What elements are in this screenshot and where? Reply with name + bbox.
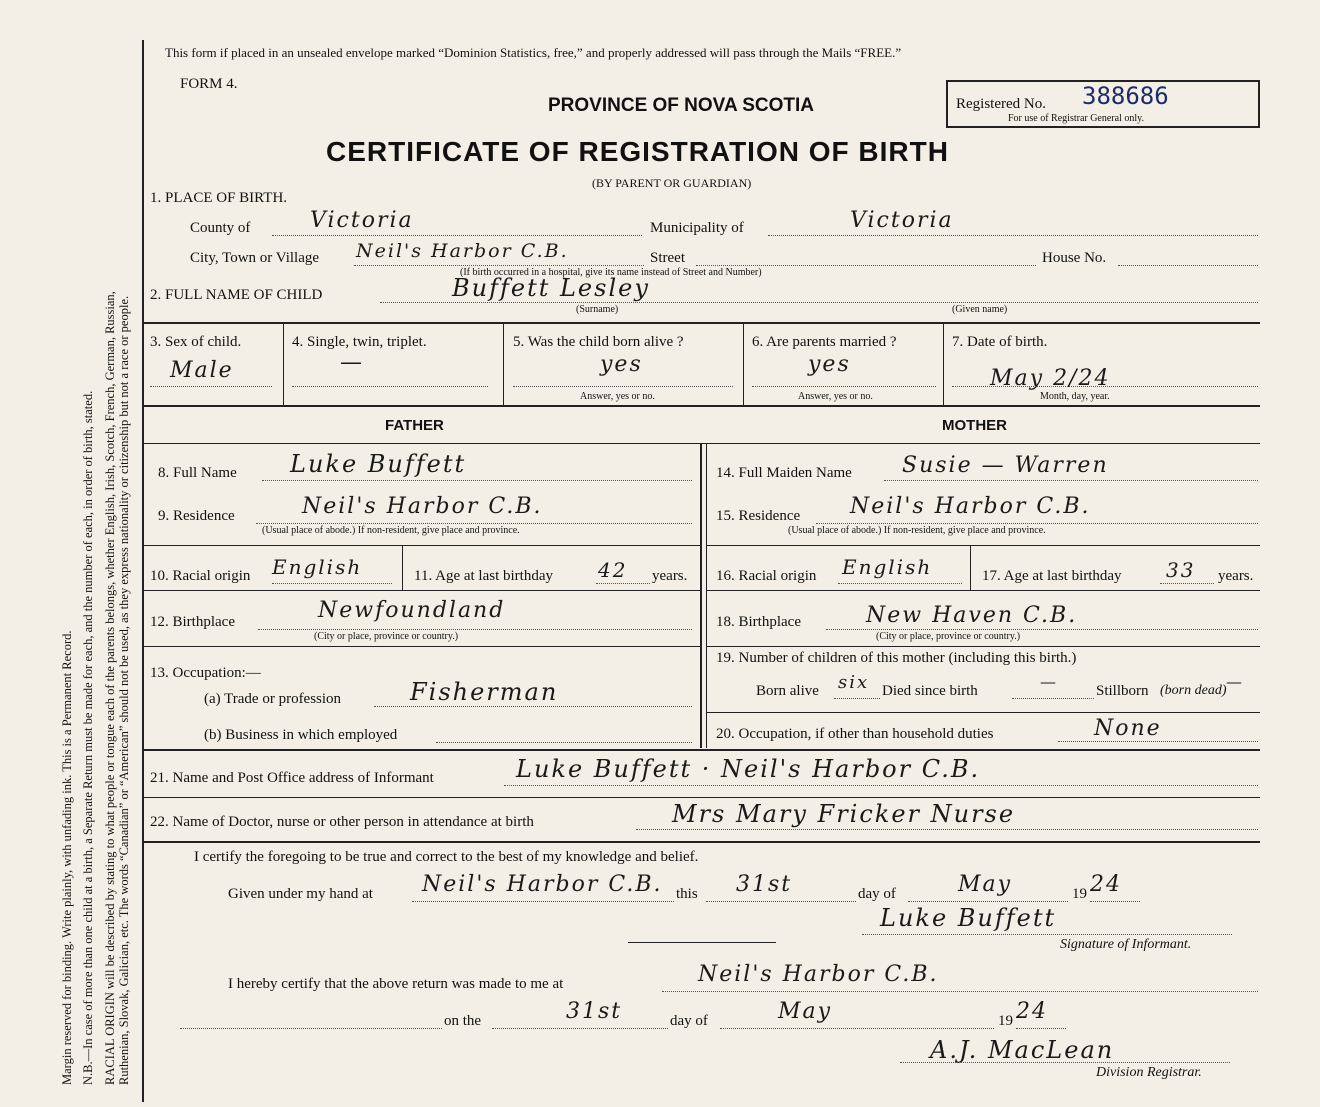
margin-note-3: RACIAL ORIGIN will be described by stating to what people or tongue each of the parents belongs, whether English, Irish, Scotch, French, German, Russian, (103, 291, 117, 1085)
margin-note-2: N.B.—In case of more than one child at a birth, a Separate Return must be made for each, and the number of each, in order of birth, stated. (81, 390, 95, 1085)
stillborn-label: Stillborn (1096, 683, 1149, 699)
mother-occupation-line (1058, 741, 1258, 742)
rule-father-birthplace-top (142, 590, 700, 591)
mother-age-label: 17. Age at last birthday (982, 568, 1122, 584)
father-name-label: 8. Full Name (158, 465, 237, 481)
registrar-place-line (662, 991, 1258, 992)
given-month-value: May (958, 872, 1013, 897)
form-number: FORM 4. (180, 76, 238, 92)
margin-note-1: Margin reserved for binding. Write plainly, with unfading ink. This is a Permanent Record. (60, 630, 74, 1085)
city-label: City, Town or Village (190, 250, 320, 266)
informant-signature-label: Signature of Informant. (1060, 937, 1192, 952)
father-birthplace-label: 12. Birthplace (150, 614, 235, 630)
mother-name-value: Susie — Warren (902, 453, 1109, 478)
born-alive-note: Answer, yes or no. (580, 391, 655, 402)
hospital-note: (If birth occurred in a hospital, give its name instead of Street and Number) (460, 267, 762, 278)
mother-age-line (1160, 583, 1214, 584)
father-age-value: 42 (598, 558, 628, 582)
place-heading: 1. PLACE OF BIRTH. (150, 190, 288, 206)
mother-racial-value: English (842, 555, 933, 579)
doctor-value: Mrs Mary Fricker Nurse (672, 800, 1016, 828)
father-name-line (262, 480, 692, 481)
mother-abode-note: (Usual place of abode.) If non-resident, give place and province. (788, 525, 1046, 536)
rule-row3-div4 (943, 323, 944, 405)
rule-row3-div3 (743, 323, 744, 405)
rule-row3-top (142, 322, 1260, 324)
house-label: House No. (1042, 250, 1107, 266)
born-alive-count-label: Born alive (756, 683, 819, 699)
mother-birthplace-label: 18. Birthplace (716, 614, 801, 630)
mother-occupation-label: 20. Occupation, if other than household duties (716, 726, 994, 742)
registrar-place-value: Neil's Harbor C.B. (698, 962, 939, 987)
registrar-on-label: on the (444, 1013, 482, 1029)
father-birthplace-note: (City or place, province or country.) (314, 631, 459, 642)
mother-residence-line (816, 523, 1258, 524)
rule-short-divider (628, 942, 776, 943)
died-label: Died since birth (882, 683, 978, 699)
child-name-label: 2. FULL NAME OF CHILD (150, 287, 323, 303)
registrar-note: For use of Registrar General only. (1008, 113, 1144, 124)
registered-number-value: 388686 (1082, 82, 1169, 110)
sex-value: Male (170, 358, 234, 383)
rule-mother-children-top (706, 646, 1260, 647)
rule-father-racial-div (402, 546, 403, 590)
given-year-value: 24 (1090, 872, 1122, 897)
rule-father-racial-top (142, 545, 700, 546)
mother-birthplace-note: (City or place, province or country.) (876, 631, 1021, 642)
died-value: — (1040, 672, 1058, 691)
multiple-birth-label: 4. Single, twin, triplet. (292, 334, 427, 350)
dob-value: May 2/24 (990, 366, 1111, 391)
rule-row3-div2 (503, 323, 504, 405)
born-alive-count-line (834, 698, 880, 699)
registrar-year-prefix: 19 (998, 1013, 1013, 1029)
father-abode-note: (Usual place of abode.) If non-resident, give place and province. (262, 525, 520, 536)
born-alive-value: yes (600, 352, 643, 377)
father-birthplace-value: Newfoundland (318, 598, 506, 623)
doctor-label: 22. Name of Doctor, nurse or other person in attendance at birth (150, 814, 534, 830)
registrar-day-value: 31st (566, 999, 623, 1024)
father-business-label: (b) Business in which employed (204, 727, 398, 743)
rule-mother-racial-top (706, 545, 1260, 546)
mother-children-label: 19. Number of children of this mother (including this birth.) (716, 650, 1077, 666)
given-under-label: Given under my hand at (228, 886, 373, 902)
margin-note-4: Ruthenian, Slovak, Galician, etc. The words “Canadian” or “American” should not be used, as they express nationality or citizenship but not a race or people. (117, 295, 131, 1085)
father-trade-label: (a) Trade or profession (204, 691, 342, 707)
father-racial-line (272, 583, 392, 584)
county-value: Victoria (310, 208, 414, 233)
mother-racial-label: 16. Racial origin (716, 568, 817, 584)
registrar-statement: I hereby certify that the above return was made to me at (228, 976, 564, 992)
informant-value: Luke Buffett · Neil's Harbor C.B. (516, 755, 981, 783)
registrar-month-value: May (778, 999, 833, 1024)
rule-informant-top (142, 749, 1260, 751)
rule-father-occupation-top (142, 646, 700, 647)
given-dayof-label: day of (858, 886, 896, 902)
informant-signature-line (862, 934, 1232, 935)
surname-note: (Surname) (576, 304, 619, 315)
given-month-line (908, 901, 1068, 902)
rule-mother-occupation-top (706, 712, 1260, 713)
child-name-value: Buffett Lesley (452, 274, 650, 302)
rule-parents-top (142, 405, 1260, 407)
municipality-value: Victoria (850, 208, 954, 233)
given-this-label: this (676, 886, 698, 902)
father-age-years: years. (652, 568, 688, 584)
father-trade-line (374, 706, 692, 707)
given-place-line (412, 901, 674, 902)
city-value: Neil's Harbor C.B. (356, 240, 569, 262)
registrar-year-value: 24 (1016, 999, 1048, 1024)
certificate-title: CERTIFICATE OF REGISTRATION OF BIRTH (326, 136, 949, 167)
father-heading: FATHER (385, 417, 444, 434)
rule-parents-divider (700, 443, 702, 748)
mother-heading: MOTHER (942, 417, 1007, 434)
street-label: Street (650, 250, 685, 266)
parents-married-value: yes (808, 352, 851, 377)
mother-residence-value: Neil's Harbor C.B. (850, 494, 1091, 519)
parents-married-label: 6. Are parents married ? (752, 334, 897, 350)
municipality-line (768, 235, 1258, 236)
informant-line (504, 785, 1258, 786)
father-age-line (596, 583, 650, 584)
dob-note: Month, day, year. (1040, 391, 1110, 402)
municipality-label: Municipality of (650, 220, 744, 236)
registrar-signature-label: Division Registrar. (1096, 1065, 1202, 1080)
stillborn-note: (born dead) (1160, 683, 1227, 698)
registrar-signature: A.J. MacLean (930, 1036, 1115, 1064)
multiple-birth-line (292, 386, 488, 387)
given-year-prefix: 19 (1072, 886, 1087, 902)
mother-birthplace-line (826, 629, 1258, 630)
child-name-line (380, 302, 1258, 303)
rule-parents-divider-b (706, 443, 707, 748)
given-day-value: 31st (736, 872, 793, 897)
rule-mother-birthplace-top (706, 590, 1260, 591)
parents-married-note: Answer, yes or no. (798, 391, 873, 402)
dob-label: 7. Date of birth. (952, 334, 1048, 350)
street-line (696, 265, 1036, 266)
informant-label: 21. Name and Post Office address of Informant (150, 770, 434, 786)
dob-line (952, 386, 1258, 387)
rule-row3-div1 (283, 323, 284, 405)
father-residence-line (256, 523, 692, 524)
given-day-line (706, 901, 856, 902)
multiple-birth-value: — (340, 350, 364, 375)
stillborn-value: — (1226, 672, 1244, 691)
registrar-signature-line (900, 1062, 1230, 1063)
father-residence-label: 9. Residence (158, 508, 235, 524)
born-alive-count-value: six (838, 672, 870, 693)
registrar-month-line (720, 1028, 994, 1029)
registrar-dayof-label: day of (670, 1013, 708, 1029)
mother-age-years: years. (1218, 568, 1254, 584)
father-residence-value: Neil's Harbor C.B. (302, 494, 543, 519)
mother-residence-label: 15. Residence (716, 508, 801, 524)
died-line (1012, 698, 1094, 699)
registered-number-label: Registered No. (956, 96, 1046, 112)
form-left-border (142, 40, 144, 1102)
father-occupation-label: 13. Occupation:— (150, 665, 261, 681)
father-name-value: Luke Buffett (290, 450, 467, 478)
mother-birthplace-value: New Haven C.B. (866, 603, 1078, 628)
province-title: PROVINCE OF NOVA SCOTIA (548, 95, 815, 116)
certificate-subtitle: (BY PARENT OR GUARDIAN) (592, 176, 752, 190)
city-line (354, 265, 644, 266)
father-age-label: 11. Age at last birthday (414, 568, 553, 584)
parents-married-line (752, 386, 936, 387)
rule-certification-top (142, 841, 1260, 843)
rule-mother-racial-div (970, 546, 971, 590)
house-line (1118, 265, 1258, 266)
registrar-year-line (1016, 1028, 1066, 1029)
county-label: County of (190, 220, 251, 236)
born-alive-label: 5. Was the child born alive ? (513, 334, 684, 350)
mother-racial-line (838, 583, 962, 584)
mail-notice: This form if placed in an unsealed envelope marked “Dominion Statistics, free,” and properly addressed will pass through the Mails “FREE.” (165, 45, 902, 60)
certification-statement: I certify the foregoing to be true and correct to the best of my knowledge and belief. (194, 849, 699, 865)
given-place-value: Neil's Harbor C.B. (422, 872, 663, 897)
informant-signature: Luke Buffett (880, 904, 1057, 932)
mother-name-label: 14. Full Maiden Name (716, 465, 852, 481)
mother-occupation-value: None (1094, 716, 1162, 741)
sex-label: 3. Sex of child. (150, 334, 242, 350)
father-trade-value: Fisherman (410, 678, 559, 706)
given-name-note: (Given name) (952, 304, 1008, 315)
mother-name-line (884, 480, 1258, 481)
father-racial-value: English (272, 555, 363, 579)
father-birthplace-line (258, 629, 692, 630)
mother-age-value: 33 (1166, 558, 1196, 582)
born-alive-line (513, 386, 733, 387)
registration-box (946, 80, 1260, 128)
doctor-line (636, 829, 1258, 830)
rule-doctor-top (142, 797, 1260, 798)
county-line (272, 235, 642, 236)
given-year-line (1090, 901, 1140, 902)
father-racial-label: 10. Racial origin (150, 568, 251, 584)
registrar-day-line (492, 1028, 668, 1029)
registrar-lead-line (180, 1028, 442, 1029)
father-business-line (436, 742, 692, 743)
sex-line (150, 386, 272, 387)
